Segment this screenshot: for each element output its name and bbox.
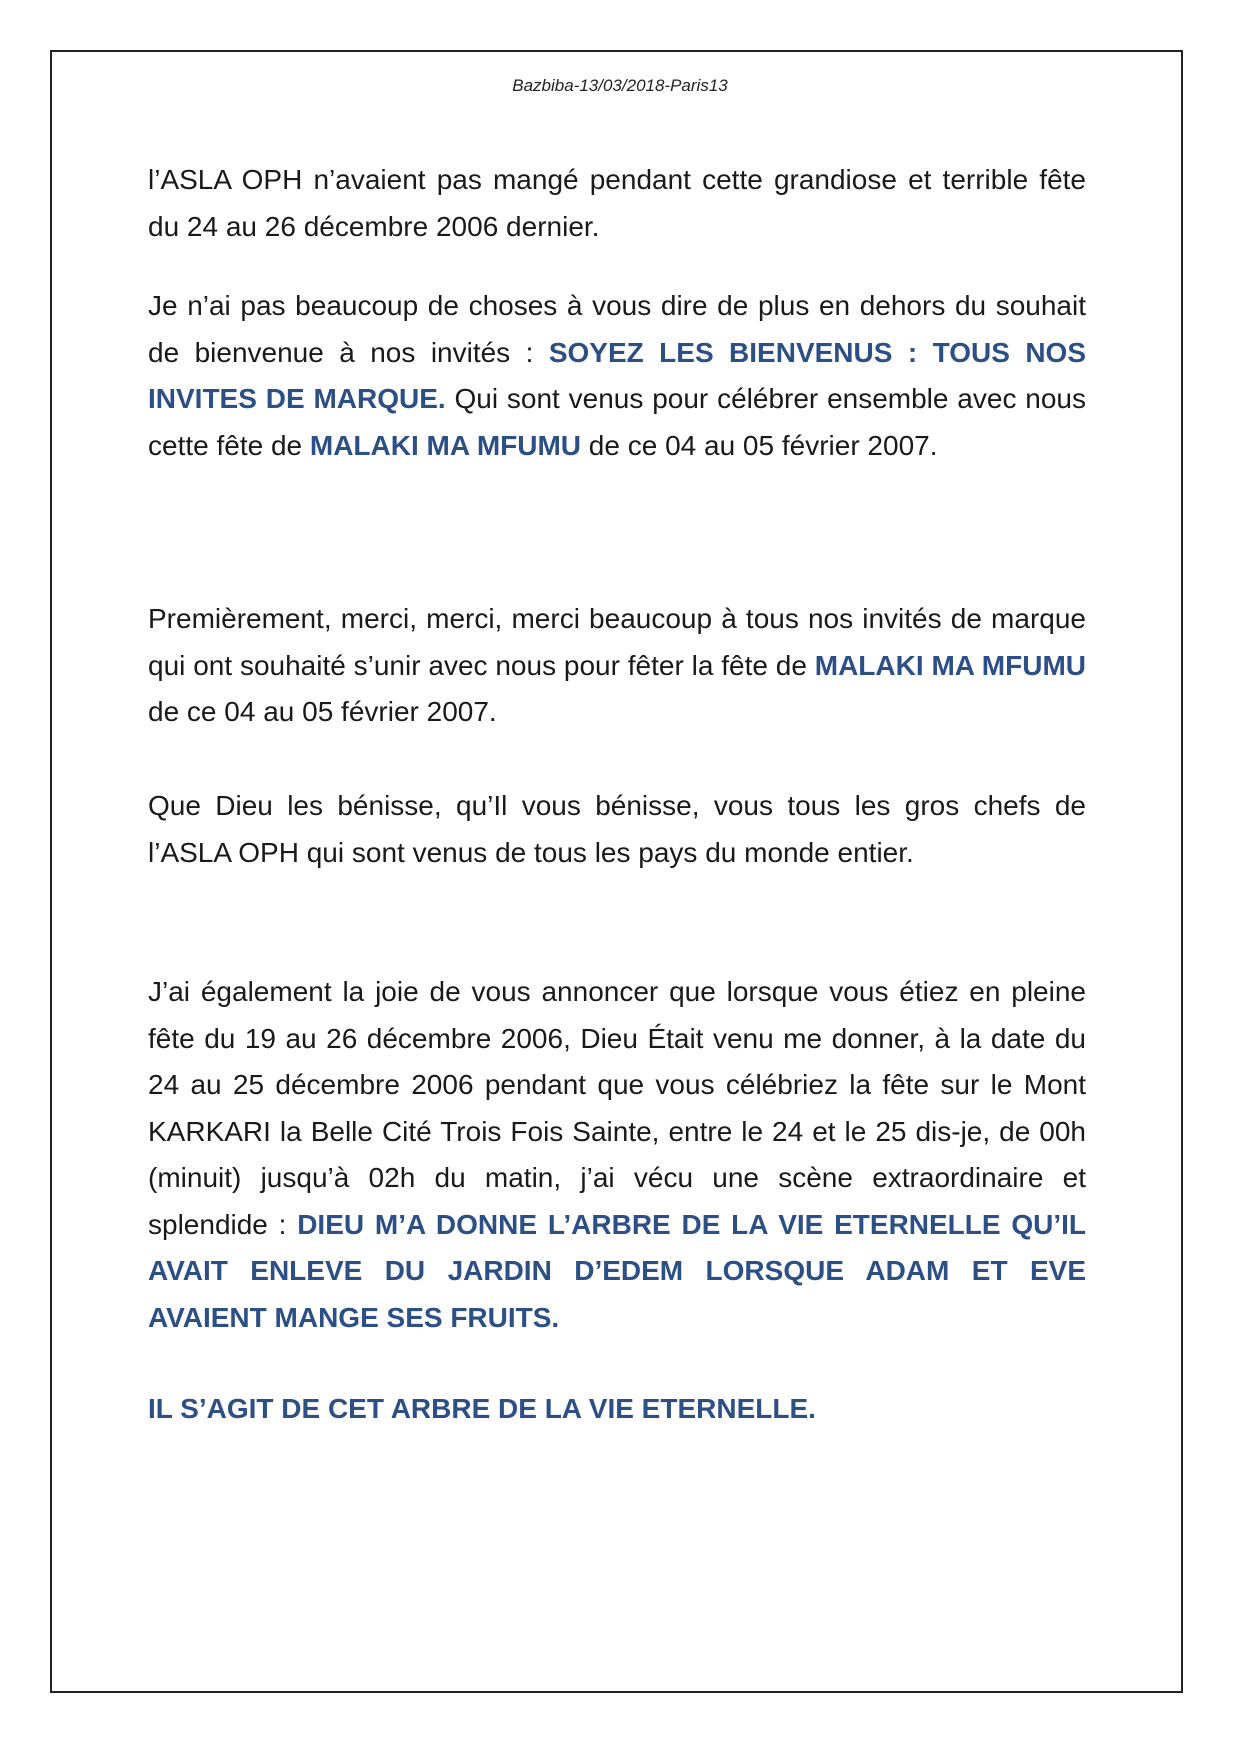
paragraph-2-text: Je n’ai pas beaucoup de choses à vous dire de plus en dehors du souhait de bienvenue à nos invités : <box>148 290 1086 368</box>
welcome-highlight: SOYEZ LES BIENVENUS : TOUS NOS INVITES DE MARQUE. <box>148 336 1086 414</box>
malaki-highlight: MALAKI MA MFUMU <box>309 429 582 461</box>
paragraph-3 <box>148 596 1086 736</box>
paragraph-2-text-end: de ce 04 au 05 février 2007. <box>581 429 938 461</box>
paragraph-2-text-cont: Qui sont venus pour célébrer ensemble avec nous cette fête de <box>148 383 1086 461</box>
closing-highlight: IL S’AGIT DE CET ARBRE DE LA VIE ETERNELLE. <box>148 1393 816 1424</box>
malaki-highlight-2: MALAKI MA MFUMU <box>814 649 1086 681</box>
paragraph-2 <box>148 283 1086 469</box>
paragraph-6 <box>148 1386 1086 1433</box>
paragraph-5 <box>148 969 1086 1341</box>
paragraph-1 <box>148 157 1086 250</box>
tree-of-life-highlight: DIEU M’A DONNE L’ARBRE DE LA VIE ETERNELLE QU’IL AVAIT ENLEVE DU JARDIN D’EDEM LORSQUE ADAM ET EVE AVAIENT MANGE SES FRUITS. <box>148 1208 1086 1333</box>
paragraph-1-text: l’ASLA OPH n’avaient pas mangé pendant cette grandiose et terrible fête du 24 au 26 décembre 2006 dernier. <box>148 164 1086 242</box>
page-header: Bazbiba-13/03/2018-Paris13 <box>512 76 728 95</box>
paragraph-4 <box>148 783 1086 876</box>
paragraph-4-text: Que Dieu les bénisse, qu’Il vous bénisse, vous tous les gros chefs de l’ASLA OPH qui sont venus de tous les pays du monde entier. <box>148 790 1086 868</box>
paragraph-5-text: J’ai également la joie de vous annoncer que lorsque vous étiez en pleine fête du 19 au 26 décembre 2006, Dieu Était venu me donner, à la date du 24 au 25 décembre 2006 pendant que vous célébriez la fête sur le Mont KARKARI la Belle Cité Trois Fois Sainte, entre le 24 et le 25 dis-je, de 00h (minuit) jusqu’à 02h du matin, j’ai vécu une scène extraordinaire et splendide : <box>148 976 1086 1240</box>
paragraph-3-text-end: de ce 04 au 05 février 2007. <box>148 696 497 727</box>
paragraph-3-text: Premièrement, merci, merci, merci beaucoup à tous nos invités de marque qui ont souhaité s’unir avec nous pour fêter la fête de <box>148 603 1086 681</box>
